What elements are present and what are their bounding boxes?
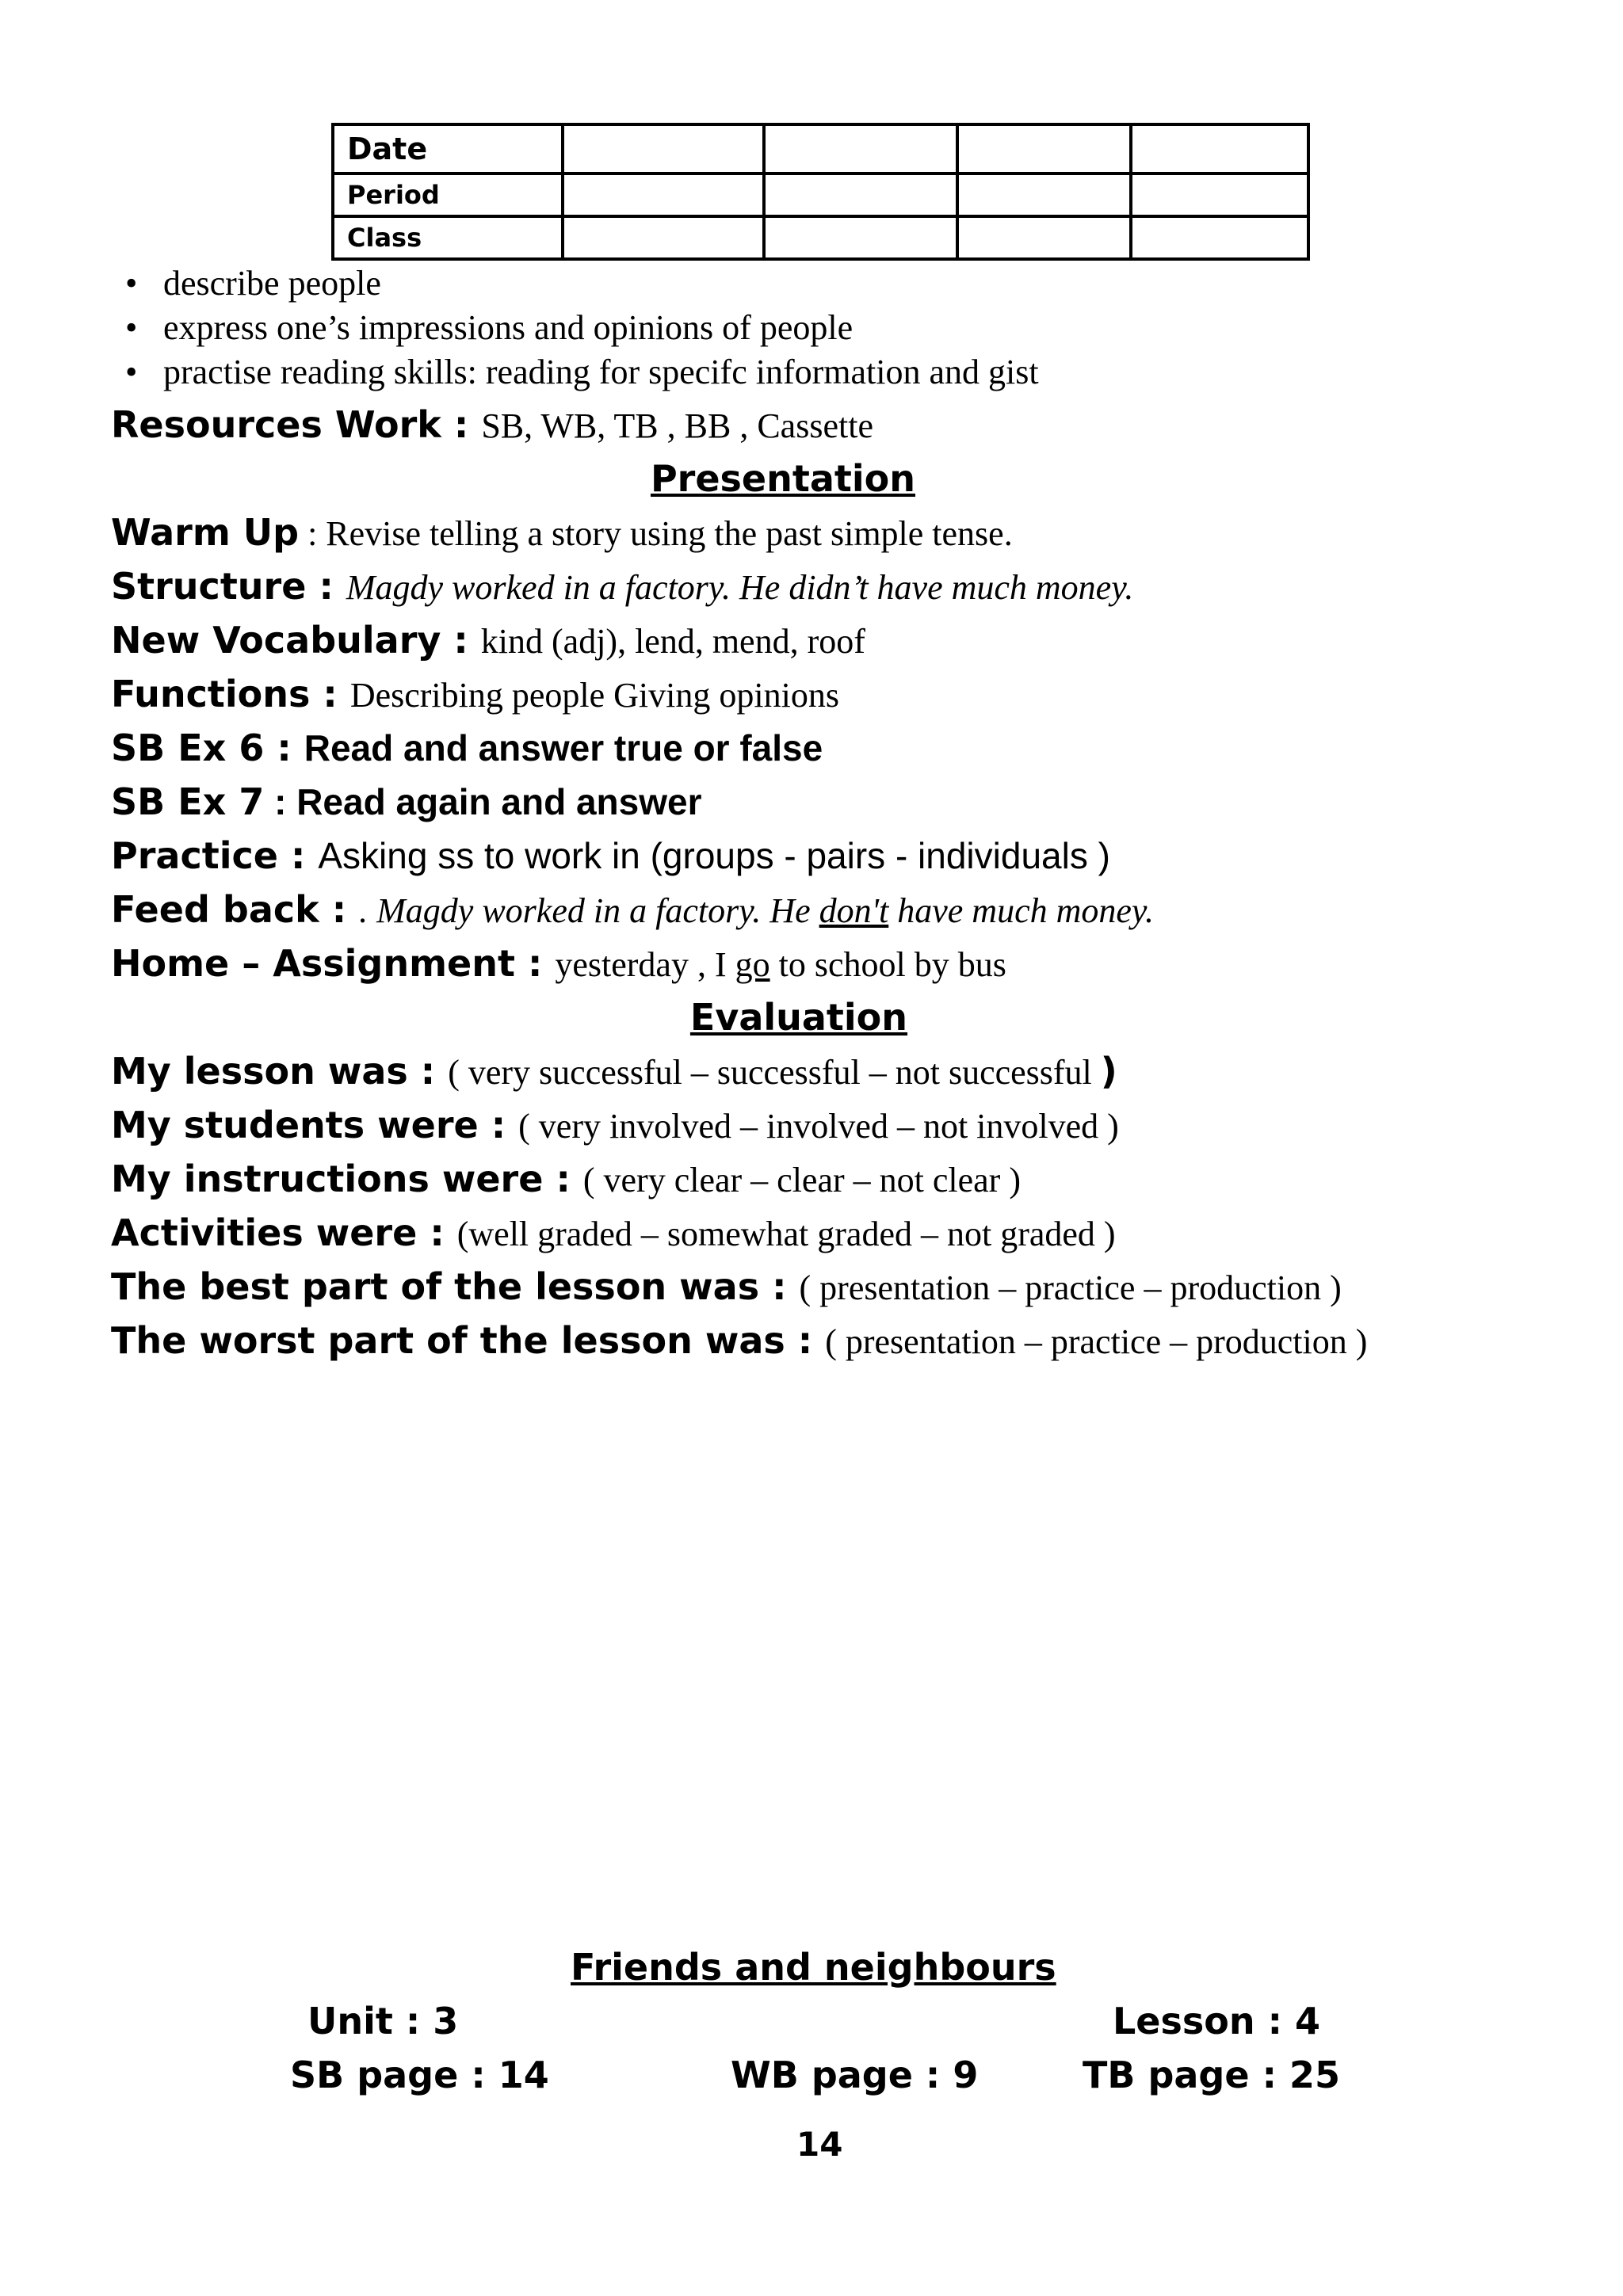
functions-value: Describing people Giving opinions xyxy=(349,676,839,715)
vocabulary-value: kind (adj), lend, mend, roof xyxy=(480,622,865,661)
evaluation-label: Activities were : xyxy=(111,1211,457,1254)
warm-up-line xyxy=(111,511,1013,554)
objective-text: express one’s impressions and opinions of people xyxy=(163,308,854,347)
evaluation-item xyxy=(111,1158,1021,1200)
evaluation-label: The best part of the lesson was : xyxy=(111,1265,800,1308)
period-label: Period xyxy=(333,174,563,216)
table-row xyxy=(333,216,1308,259)
table-cell xyxy=(563,216,764,259)
homework-text-end: to school by bus xyxy=(769,945,1006,984)
feedback-text: . Magdy worked in a factory. He xyxy=(359,891,819,930)
warm-up-label: Warm Up xyxy=(111,511,300,554)
sb-page: SB page : 14 xyxy=(290,2054,549,2096)
sb-ex7-value: : Read again and answer xyxy=(264,781,702,822)
sb-ex6-line xyxy=(111,727,823,769)
resources-line xyxy=(111,403,873,446)
list-item xyxy=(125,350,1039,395)
table-cell xyxy=(764,174,957,216)
feedback-underlined: don't xyxy=(819,891,889,930)
class-label: Class xyxy=(333,216,563,259)
evaluation-options: (well graded – somewhat graded – not graded ) xyxy=(456,1215,1116,1253)
table-cell xyxy=(764,216,957,259)
functions-label: Functions : xyxy=(111,673,350,715)
homework-line xyxy=(111,942,1006,985)
evaluation-label: The worst part of the lesson was : xyxy=(111,1319,826,1362)
evaluation-options: ( very clear – clear – not clear ) xyxy=(582,1161,1021,1199)
homework-underlined: go xyxy=(735,945,770,984)
bullet-icon: • xyxy=(125,264,138,303)
table-cell xyxy=(957,216,1131,259)
evaluation-heading xyxy=(0,996,1623,1039)
table-cell xyxy=(563,124,764,174)
evaluation-options: ( presentation – practice – production ) xyxy=(799,1268,1342,1307)
homework-text: yesterday , I xyxy=(555,945,735,984)
resources-label: Resources Work : xyxy=(111,403,482,446)
table-cell xyxy=(1131,174,1308,216)
evaluation-item xyxy=(111,1104,1119,1146)
presentation-heading xyxy=(0,457,1607,500)
date-label: Date xyxy=(333,124,563,174)
evaluation-item xyxy=(111,1265,1342,1308)
vocabulary-label: New Vocabulary : xyxy=(111,619,481,662)
evaluation-options: ( presentation – practice – production ) xyxy=(825,1322,1368,1361)
evaluation-item xyxy=(111,1211,1116,1254)
objectives-list xyxy=(125,261,1039,395)
practice-line xyxy=(111,834,1110,877)
table-cell xyxy=(1131,216,1308,259)
evaluation-options-end: ) xyxy=(1100,1050,1117,1093)
warm-up-value: : Revise telling a story using the past simple tense. xyxy=(299,514,1013,553)
vocabulary-line xyxy=(111,619,865,662)
list-item xyxy=(125,306,1039,350)
lesson-schedule-table xyxy=(331,123,1310,261)
bullet-icon: • xyxy=(125,353,138,391)
bullet-icon: • xyxy=(125,308,138,347)
practice-label: Practice : xyxy=(111,834,319,877)
evaluation-item xyxy=(111,1319,1368,1362)
evaluation-options: ( very successful – successful – not successful xyxy=(448,1053,1101,1092)
evaluation-options: ( very involved – involved – not involved ) xyxy=(518,1107,1119,1146)
unit-number: Unit : 3 xyxy=(307,2000,459,2042)
feedback-label: Feed back : xyxy=(111,888,360,931)
feedback-line xyxy=(111,888,1155,931)
sb-ex6-value: Read and answer true or false xyxy=(304,727,823,769)
lesson-number: Lesson : 4 xyxy=(1113,2000,1321,2042)
structure-line xyxy=(111,565,1134,608)
sb-ex7-line xyxy=(111,780,702,823)
feedback-text-end: have much money. xyxy=(888,891,1155,930)
table-cell xyxy=(957,174,1131,216)
evaluation-heading-text: Evaluation xyxy=(689,996,908,1039)
unit-title: Friends and neighbours xyxy=(571,1946,1056,1989)
sb-ex6-label: SB Ex 6 : xyxy=(111,727,304,769)
structure-value: Magdy worked in a factory. He didn’t have much money. xyxy=(346,568,1134,607)
practice-value: Asking ss to work in (groups - pairs - individuals ) xyxy=(318,835,1110,876)
table-cell xyxy=(957,124,1131,174)
objective-text: describe people xyxy=(163,264,381,303)
structure-label: Structure : xyxy=(111,565,346,608)
presentation-heading-text: Presentation xyxy=(650,457,916,500)
table-row xyxy=(333,174,1308,216)
table-cell xyxy=(563,174,764,216)
table-row xyxy=(333,124,1308,174)
objective-text: practise reading skills: reading for specifc information and gist xyxy=(163,353,1039,391)
tb-page: TB page : 25 xyxy=(1083,2054,1340,2096)
resources-value: SB, WB, TB , BB , Cassette xyxy=(481,406,873,445)
evaluation-item xyxy=(111,1050,1117,1093)
evaluation-label: My students were : xyxy=(111,1104,519,1146)
table-cell xyxy=(1131,124,1308,174)
evaluation-label: My lesson was : xyxy=(111,1050,449,1093)
page-number: 14 xyxy=(796,2125,843,2164)
functions-line xyxy=(111,673,839,715)
table-cell xyxy=(764,124,957,174)
list-item xyxy=(125,261,1039,306)
evaluation-label: My instructions were : xyxy=(111,1158,583,1200)
homework-label: Home – Assignment : xyxy=(111,942,556,985)
sb-ex7-label: SB Ex 7 xyxy=(111,780,265,823)
wb-page: WB page : 9 xyxy=(731,2054,979,2096)
